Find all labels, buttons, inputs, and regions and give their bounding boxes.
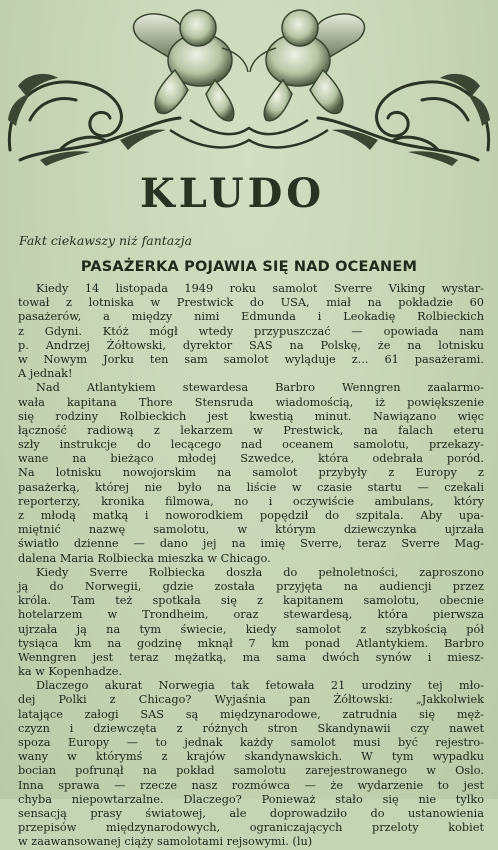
article-line: ją do Norwegii, gdzie została przyjęta na audiencji przez [18, 579, 484, 593]
article-line: latające załogi SAS są międzynarodowe, zatrudnia się męż- [18, 707, 484, 721]
article-line: hotelarzem w Trondheim, oraz stewardesą, która pierwsza [18, 608, 484, 622]
article-line: chyba niepowtarzalne. Dlaczego? Ponieważ stało się nie tylko [18, 792, 484, 806]
article-line: Nad Atlantykiem stewardesa Barbro Wenngren zaalarmo- [36, 381, 484, 395]
kicker-line: Fakt ciekawszy niż fantazja [19, 233, 193, 248]
article-line: Inna sprawa — rzecze nasz rozmówca — że wydarzenie to jest [18, 778, 484, 792]
article-line: szły instrukcje do lecącego nad oceanem samolotu, przekazy- [18, 438, 484, 452]
article-body [18, 282, 484, 849]
article-line: Dlaczego akurat Norwegia tak fetowała 21 urodziny tej mło- [36, 679, 484, 693]
article-line: dalena Maria Rolbiecka mieszka w Chicago. [18, 551, 271, 565]
article-line: Kiedy 14 listopada 1949 roku samolot Sverre Viking wystar- [36, 282, 484, 295]
article-line: wany w którymś z krajów skandynawskich. W tym wypadku [18, 750, 484, 764]
article-line: czyzn i dziewczęta z różnych stron Skandynawii czy nawet [18, 721, 484, 735]
article-line: Na lotnisku nowojorskim na samolot przybyły z Europy z [18, 466, 484, 480]
article-line: wane na bieżąco młodej Szwedce, która odebrała poród. [18, 452, 484, 466]
article-line: dej Polki z Chicago? Wyjaśnia pan Żółtowski: „Jakkolwiek [18, 693, 484, 707]
article-line: bocian pofrunął na pokład samolotu zarejestrowanego w Oslo. [18, 764, 484, 778]
article-line: przepisów międzynarodowych, ograniczających przeloty kobiet [18, 821, 484, 835]
article-line: Wenngren jest teraz mężatką, ma sama dwóch synów i miesz- [18, 650, 484, 664]
article-line: A jednak! [18, 367, 73, 381]
article-line: ujrzała ją na tym świecie, kiedy samolot z szybkością pół [18, 622, 484, 636]
article-line: się rodziny Rolbieckich jest kwestią minut. Nawiązano więc [18, 409, 484, 423]
article-line: Kiedy Sverre Rolbiecka doszła do pełnoletności, zaproszono [36, 565, 484, 579]
article-line: światło dzienne — dano jej na imię Sverre, teraz Sverre Mag- [18, 537, 484, 551]
masthead-title: KLUDO [140, 170, 326, 217]
article-line: tował z lotniska w Prestwick do USA, miał na pokładzie 60 [18, 296, 484, 310]
article-headline: PASAŻERKA POJAWIA SIĘ NAD OCEANEM [80, 259, 418, 275]
article-line: z Gdyni. Któż mógł wtedy przypuszczać — opowiada nam [18, 324, 484, 338]
article-line: miętnić nazwę samolotu, w którym dziewczynka ujrzała [18, 523, 484, 537]
cherubs-scroll-ornament-icon [0, 0, 498, 170]
article-line: ka w Kopenhadze. [18, 665, 123, 679]
article-line: reporterzy, kronika filmowa, no i oczywiście ambulans, który [18, 494, 484, 508]
article-line: w zaawansowanej ciąży samolotami rejsowymi. (lu) [18, 835, 313, 849]
article-line: spoza Europy — to jednak każdy samolot musi być rejestro- [18, 736, 484, 749]
article-line: pasażerką, której nie było na liście w czasie startu — czekali [18, 480, 484, 494]
article-line: łączność radiową z lekarzem w Prestwick, na falach eteru [18, 423, 484, 437]
article-line: wała kapitana Thore Stensruda wiadomością, iż powiększenie [18, 395, 484, 409]
article-line: sensacją prasy światowej, ale doprowadziło do ustanowienia [18, 806, 484, 820]
article-line: w Nowym Jorku ten sam samolot wyląduje z... 61 pasażerami. [18, 352, 484, 366]
article-line: pasażerów, a między nimi Edmunda i Leokadię Rolbieckich [18, 310, 484, 324]
article-line: p. Andrzej Żółtowski, dyrektor SAS na Polskę, że na lotnisku [18, 338, 484, 352]
article-line: tysiąca km na godzinę mknął 7 km ponad Atlantykiem. Barbro [18, 636, 484, 650]
article-line: króla. Tam też spotkała się z kapitanem samolotu, obecnie [18, 594, 484, 608]
article-line: z młodą matką i noworodkiem popędził do szpitala. Aby upa- [18, 509, 484, 522]
